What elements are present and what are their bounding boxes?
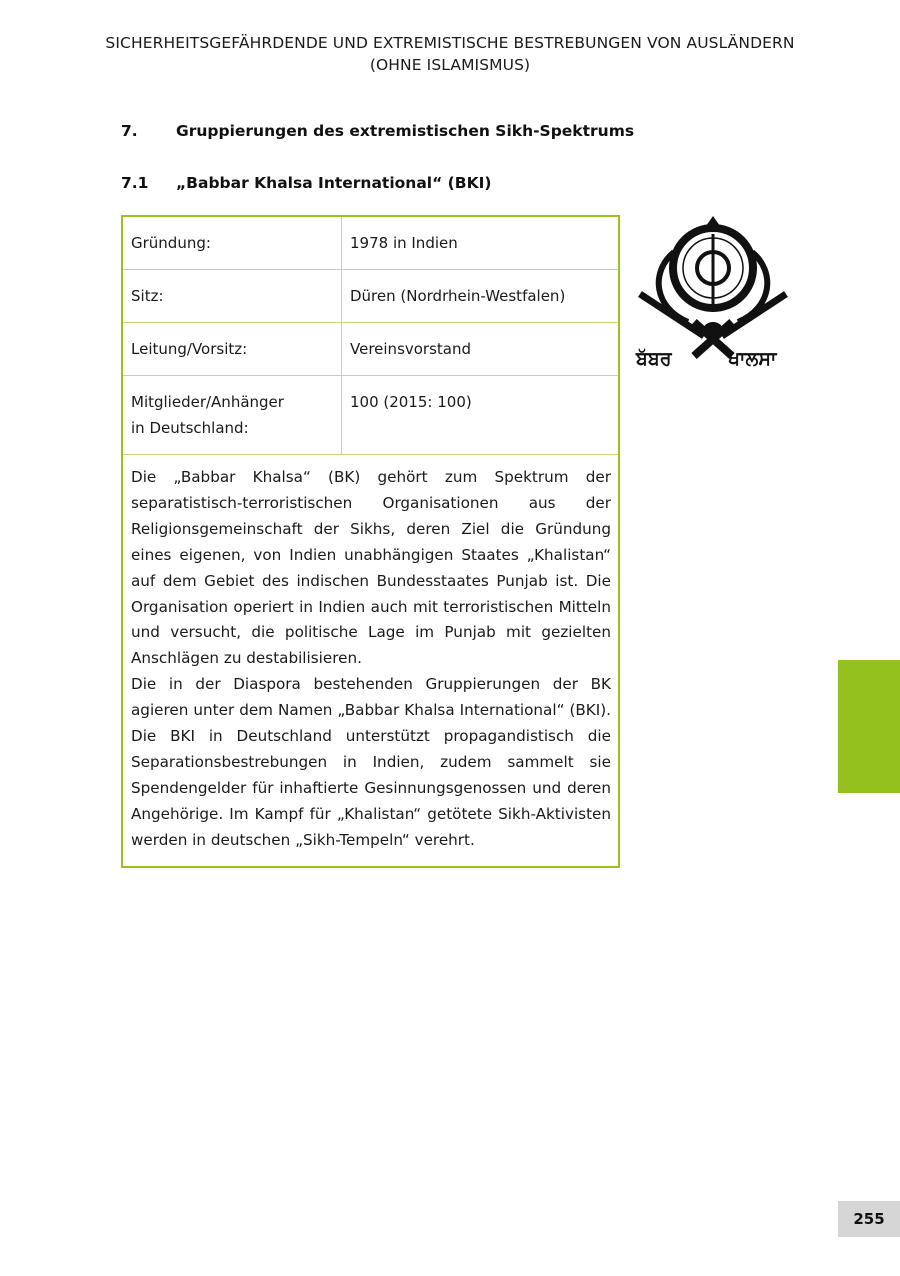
fact-row-founding	[123, 217, 618, 270]
subsection-title: „Babbar Khalsa International“ (BKI)	[176, 174, 492, 192]
fact-row-leadership	[123, 323, 618, 376]
chapter-side-tab	[838, 660, 900, 793]
fact-label-line: Mitglieder/Anhänger	[131, 393, 284, 411]
fact-value: Vereinsvorstand	[350, 340, 472, 358]
subsection-number: 7.1	[121, 174, 149, 192]
fact-label-line: in Deutschland:	[131, 419, 249, 437]
fact-label	[123, 376, 342, 454]
fact-label: Sitz:	[123, 270, 342, 322]
running-header	[60, 32, 840, 76]
emblem-caption-right: ਖਾਲਸਾ	[728, 348, 777, 370]
fact-box	[121, 215, 620, 868]
description-paragraph: Die in der Diaspora bestehenden Gruppierungen der BK agieren unter dem Namen „Babbar Khalsa International“ (BKI). Die BKI in Deutschland unterstützt propagandistisch die Separationsbestrebungen in Indien, zudem sammelt sie Spendengelder für inhaftierte Gesinnungsgenossen und deren Angehörige. Im Kampf für „Khalistan“ getötete Sikh-Aktivisten werden in deutschen „Sikh-Tempeln“ verehrt.	[131, 675, 611, 849]
fact-value: Düren (Nordrhein-Westfalen)	[350, 287, 566, 305]
fact-description	[123, 455, 618, 866]
fact-label: Gründung:	[123, 217, 342, 269]
fact-row-members	[123, 376, 618, 455]
section-number: 7.	[121, 122, 138, 140]
description-paragraph: Die „Babbar Khalsa“ (BK) gehört zum Spektrum der separatistisch-terroristischen Organisationen aus der Religionsgemeinschaft der Sikhs, deren Ziel die Gründung eines eigenen, von Indien unabhängigen Staates „Khalistan“ auf dem Gebiet des indischen Bundesstaates Punjab ist. Die Organisation operiert in Indien auch mit terroristischen Mitteln und versucht, die politische Lage im Punjab mit gezielten Anschlägen zu destabilisieren.	[131, 468, 611, 668]
running-header-line1: SICHERHEITSGEFÄHRDENDE UND EXTREMISTISCHE BESTREBUNGEN VON AUSLÄNDERN	[105, 34, 795, 52]
running-header-line2: (OHNE ISLAMISMUS)	[369, 56, 531, 74]
fact-value: 100 (2015: 100)	[350, 393, 472, 411]
emblem-caption-left: ਬੱਬਰ	[636, 348, 672, 370]
subsection-heading	[121, 174, 491, 192]
fact-row-seat	[123, 270, 618, 323]
babbar-khalsa-emblem	[632, 212, 794, 377]
section-title: Gruppierungen des extremistischen Sikh-Spektrums	[176, 122, 635, 140]
fact-label: Leitung/Vorsitz:	[123, 323, 342, 375]
page-number: 255	[838, 1201, 900, 1237]
section-heading	[121, 122, 634, 140]
fact-value: 1978 in Indien	[350, 234, 458, 252]
